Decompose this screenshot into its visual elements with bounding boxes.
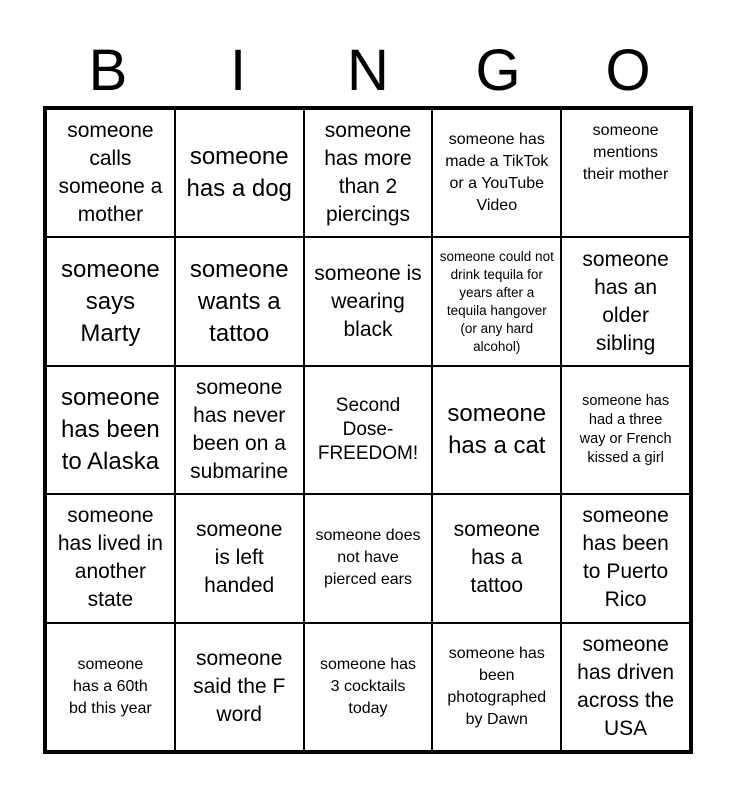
bingo-cell[interactable] [304,237,433,365]
cell-text: someone has a cat [447,399,547,459]
cell-text: someone mentions their mother [582,122,669,183]
bingo-cell[interactable] [561,109,690,237]
bingo-cell[interactable] [175,494,304,622]
cell-text: someone has an older sibling [582,247,669,355]
cell-text: someone could not drink tequila for years after a tequila hangover (or any hard alcohol) [439,248,554,354]
cell-text: someone has driven across the USA [577,632,675,740]
bingo-cell[interactable] [46,237,175,365]
cell-text: someone has a tattoo [453,518,540,598]
bingo-cell[interactable] [432,237,561,365]
cell-text: someone calls someone a mother [58,119,163,227]
cell-text: someone has a dog [186,143,292,203]
bingo-cell[interactable] [304,109,433,237]
cell-text: someone has had a three way or French kissed a girl [579,392,672,466]
bingo-cell[interactable] [432,494,561,622]
bingo-cell[interactable] [432,109,561,237]
bingo-cell[interactable] [304,366,433,494]
cell-text: someone has a 60th bd this year [69,655,152,717]
cell-text: someone has made a TikTok or a YouTube Video [445,131,549,215]
bingo-cell[interactable] [175,623,304,751]
cell-text: someone has been to Puerto Rico [582,504,669,612]
bingo-cell[interactable] [432,366,561,494]
cell-text: someone has more than 2 piercings [324,119,412,227]
header-letter-b: B [88,38,128,103]
bingo-cell[interactable] [561,237,690,365]
bingo-header [43,36,693,106]
bingo-cell[interactable] [175,109,304,237]
cell-text: someone is wearing black [314,261,422,341]
cell-text: Second Dose- FREEDOM! [317,394,419,464]
bingo-cell[interactable] [432,623,561,751]
cell-text: someone wants a tattoo [189,255,289,347]
header-letter-g: G [475,38,521,103]
cell-text: someone says Marty [61,255,160,347]
bingo-cell[interactable] [46,366,175,494]
header-letter-i: I [229,38,247,103]
bingo-cell[interactable] [561,623,690,751]
header-letter-n: N [347,38,389,103]
bingo-cell[interactable] [561,494,690,622]
cell-text: someone has been photographed by Dawn [447,644,547,728]
cell-text: someone is left handed [195,518,283,598]
cell-text: someone does not have pierced ears [315,527,421,589]
cell-text: someone has been to Alaska [61,383,160,475]
bingo-cell[interactable] [304,623,433,751]
bingo-cell[interactable] [46,494,175,622]
bingo-cell[interactable] [561,366,690,494]
cell-text: someone has lived in another state [57,504,163,612]
cell-text: someone has never been on a submarine [190,375,289,483]
cell-text: someone has 3 cocktails today [319,655,417,717]
bingo-cell[interactable] [175,366,304,494]
bingo-cell[interactable] [175,237,304,365]
cell-text: someone said the F word [193,646,286,726]
bingo-cell[interactable] [46,623,175,751]
bingo-cell[interactable] [46,109,175,237]
header-letter-o: O [605,38,651,103]
bingo-cell[interactable] [304,494,433,622]
bingo-board [43,106,693,754]
